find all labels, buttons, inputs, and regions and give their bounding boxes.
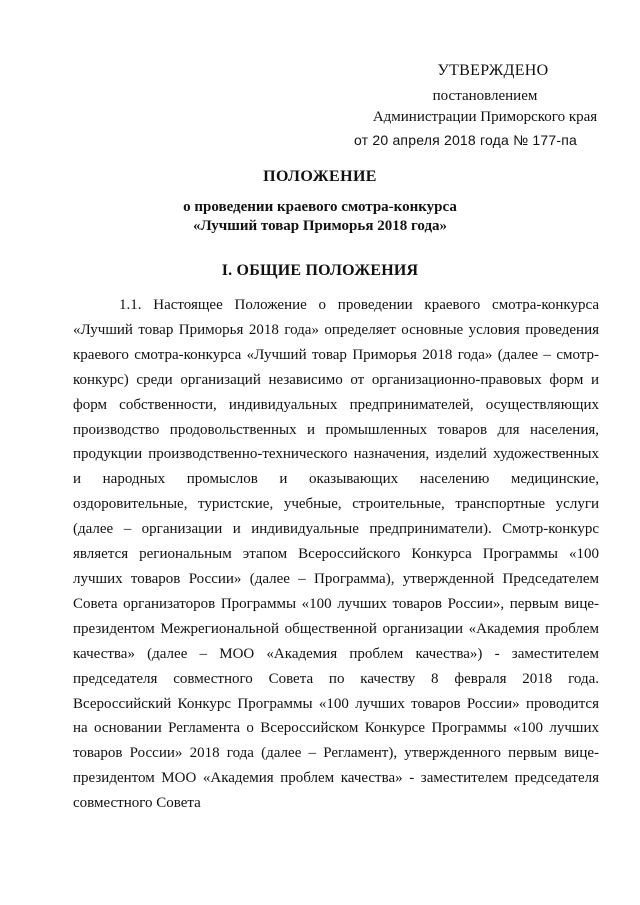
- document-subtitle-line-1: о проведении краевого смотра-конкурса: [183, 199, 457, 215]
- approval-line-2: Администрации Приморского края: [372, 109, 598, 125]
- section-title: I. ОБЩИЕ ПОЛОЖЕНИЯ: [221, 262, 419, 279]
- paragraph-1-1: 1.1. Настоящее Положение о проведении краевого смотра-конкурса «Лучший товар Приморья 2018 года» определяет основные условия проведения краевого смотра-конкурса «Лучший товар Приморья 2018 года» (далее – смотр-конкурс) среди организаций независимо от организационно-правовых форм и форм собственности, индивидуальных предпринимателей, осуществляющих производство продовольственных и промышленных товаров для населения, продукции производственно-технического назначения, изделий художественных и народных промыслов и оказывающих населению медицинские, оздоровительные, туристские, учебные, строительные, транспортные услуги (далее – организации и индивидуальные предприниматели). Смотр-конкурс является региональным этапом Всероссийского Конкурса Программы «100 лучших товаров России» (далее – Программа), утвержденной Председателем Совета организаторов Программы «100 лучших товаров России», первым вице-президентом Межрегиональной общественной организации «Академия проблем качества» (далее – МОО «Академия проблем качества») - заместителем председателя совместного Совета по качеству 8 февраля 2018 года. Всероссийский Конкурс Программы «100 лучших товаров России» проводится на основании Регламента о Всероссийском Конкурсе Программы «100 лучших товаров России» 2018 года (далее – Регламент), утвержденного первым вице-президентом МОО «Академия проблем качества» - заместителем председателя совместного Совета: [73, 297, 599, 812]
- approval-date: от 20 апреля 2018 года № 177-па: [354, 132, 578, 148]
- document-heading: [0, 166, 640, 236]
- approval-block: [354, 60, 610, 151]
- document-subtitle-line-2: «Лучший товар Приморья 2018 года»: [192, 218, 448, 234]
- document-title: ПОЛОЖЕНИЕ: [263, 168, 377, 185]
- approval-stamp: УТВЕРЖДЕНО: [437, 62, 549, 79]
- approval-line-1: постановлением: [432, 88, 538, 104]
